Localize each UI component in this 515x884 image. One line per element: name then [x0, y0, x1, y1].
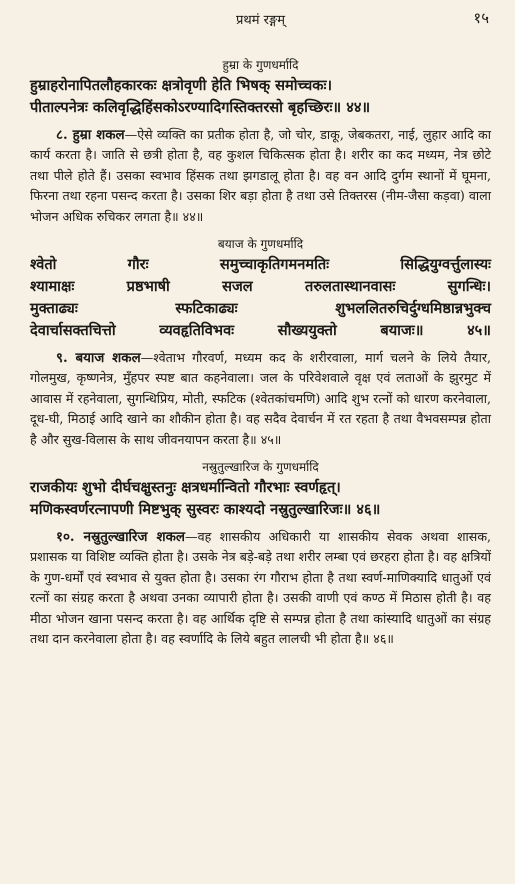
commentary-paragraph [30, 348, 491, 450]
page-number: १५ [473, 9, 489, 27]
commentary-text: —वह शासकीय अधिकारी या शासकीय सेवक अथवा शासक, प्रशासक या विशिष्ट व्यक्ति होता है। उसके नेत्र बड़े-बड़े तथा शरीर लम्बा एवं छरहरा होता है। वह क्षत्रियों के गुण-धर्मों एवं स्वभाव से युक्त होता है। उसका रंग गौराभ होता है तथा स्वर्ण-माणिक्यादि धातुओं एवं रत्नों का संग्रह करता है अथवा उनका व्यापारी होता है। उसकी वाणी एवं कण्ठ में मिठास होती है। वह मीठा भोजन खाना पसन्द करता है। वह आर्थिक दृष्टि से सम्पन्न होता है तथा कांस्यादि धातुओं का संग्रह तथा दान करनेवाला होता है। वह स्वर्णादि के लिये बहुत लालची भी होता है॥ ४६॥ [30, 529, 491, 647]
sloka-line: राजकीयः शुभो दीर्घचक्षुस्तनुः क्षत्रधर्मान्वितो गौरभाः स्वर्णहृत्। [30, 479, 341, 497]
sloka-46 [30, 477, 491, 521]
running-header [30, 0, 491, 28]
section-heading: हुम्रा के गुणधर्मादि [222, 58, 299, 72]
commentary-title: ८. हुम्रा शकल [56, 127, 125, 143]
sloka-line: पीताल्पनेत्रः कलिवृद्धिहिंसकोऽरण्यादिगस्तिक्तरसो बृहच्छिरः॥ ४४॥ [30, 99, 371, 116]
chapter-title: प्रथमं रङ्गम् [236, 13, 285, 28]
commentary-paragraph [30, 125, 491, 227]
sloka-line: मुक्ताढ्यः स्फटिकाढ्यः शुभललितरुचिर्दुग्धमिष्ठान्नभुक्च [30, 300, 491, 318]
section-heading: बयाज के गुणधर्मादि [217, 237, 304, 252]
section-heading: नस्रुतुल्खारिज के गुणधर्मादि [202, 460, 319, 475]
commentary-title: १०. नस्रुतुल्खारिज शकल [56, 529, 185, 546]
sloka-line: मणिकस्वर्णरत्नापणी मिष्टभुक् सुस्वरः काश्यदो नस्रुतुल्खारिजः॥ ४६॥ [30, 501, 381, 519]
sloka-line: श्यामाक्षः प्रष्ठभाषी सजल तरुलतास्थानवासः सुगन्धिः। [30, 278, 491, 296]
sloka-45 [30, 254, 491, 342]
commentary-title: ९. बयाज शकल [56, 350, 141, 367]
sloka-line: श्वेतो गौरः समुच्चाकृतिगमनमतिः सिद्धियुग्वर्त्तुलास्यः [30, 256, 491, 274]
commentary-text: —ऐसे व्यक्ति का प्रतीक होता है, जो चोर, डाकू, जेबकतरा, नाई, लुहार आदि का कार्य करता है। जाति से छत्री होता है, वह कुशल चिकित्सक होता है। शरीर का कद मध्यम, नेत्र छोटे तथा पीले होते हैं। उसका स्वभाव हिंसक तथा झगडालू होता है। वह वन आदि दुर्गम स्थानों में घूमना, फिरना तथा रहना पसन्द करता है। उसका शिर बड़ा होता है तथा उसे तिक्तरस (नीम-जैसा कड़वा) वाला भोजन अधिक रुचिकर लगता है॥ ४४॥ [30, 127, 491, 224]
sloka-44 [30, 75, 491, 119]
sloka-line: देवार्चासक्तचित्तो व्यवहृतिविभवः सौख्ययुक्तो बयाजः॥ ४५॥ [30, 322, 491, 340]
sloka-line: हुम्राहरोनापितलौहकारकः क्षत्रोवृणी हेति भिषक् समोच्चकः। [30, 77, 332, 94]
commentary-paragraph [30, 527, 491, 649]
commentary-text: —श्वेताभ गौरवर्ण, मध्यम कद के शरीरवाला, मार्ग चलने के लिये तैयार, गोलमुख, कृष्णनेत्र, मुँहपर स्पष्ट बात कहनेवाला। जल के परिवेशवाले वृक्ष एवं लताओं के झुरमुट में आवास में रहनेवाला, सुगन्धिप्रिय, मोती, स्फटिक (श्वेतकांचमणि) आदि शुभ रत्नों को धारण करनेवाला, दूध-घी, मिठाई आदि खाने का शौकीन होता है। वह सदैव देवार्चन में रत रहता है तथा वैभवसम्पन्न होता है और सुख-विलास के साथ जीवनयापन करता है॥ ४५॥ [30, 350, 491, 447]
